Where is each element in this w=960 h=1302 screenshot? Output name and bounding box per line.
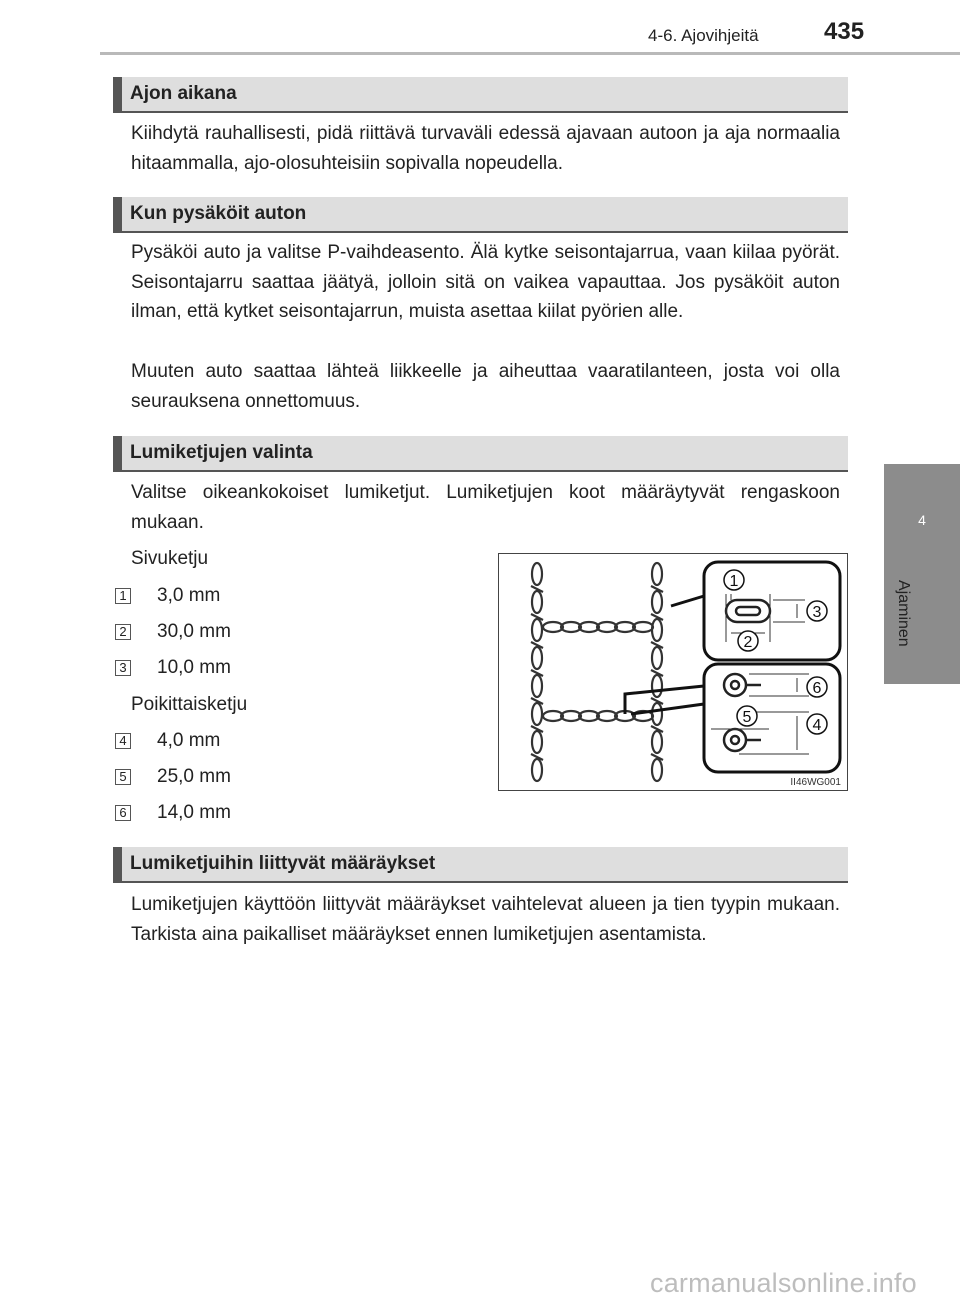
figure-code: II46WG001 (790, 777, 841, 788)
header-section-title: 4-6. Ajovihjeitä (648, 26, 759, 45)
section-heading-valinta (113, 436, 848, 472)
section-title: Kun pysäköit auton (130, 203, 307, 224)
side-chain-value: 30,0 mm (157, 621, 231, 642)
callout-6: 6 (812, 680, 822, 697)
chapter-tab (884, 464, 960, 684)
chapter-title: Ajaminen (895, 580, 912, 647)
paragraph-pysakoit-1: Pysäköi auto ja valitse P-vaihdeasento. Älä kytke seisontajarrua, vaan kiilaa pyörät. Seisontajarru saattaa jäätyä, jolloin sitä on vaikea vapauttaa. Jos pysäköit auton ilman, että kytket seisontajarrun, muista asettaa kiilat pyörien alle. (131, 242, 840, 323)
section-title: Lumiketjujen valinta (130, 442, 313, 463)
leader-line-top (671, 596, 704, 606)
heading-bar (113, 847, 122, 881)
callout-number: 1 (115, 588, 131, 604)
snow-chain-illustration (498, 553, 848, 791)
watermark: carmanualsonline.info (650, 1268, 917, 1298)
callout-1: 1 (729, 573, 739, 590)
section-title: Ajon aikana (130, 83, 237, 104)
callout-5: 5 (742, 709, 752, 726)
chapter-number: 4 (918, 512, 926, 528)
section-heading-maaraykset (113, 847, 848, 883)
cross-chain-label: Poikittaisketju (131, 694, 248, 715)
paragraph-maaraykset: Lumiketjujen käyttöön liittyvät määräykset vaihtelevat alueen ja tien tyypin mukaan. Tarkista aina paikalliset määräykset ennen lumiketjujen asentamista. (131, 894, 840, 945)
callout-3: 3 (812, 604, 822, 621)
chain-diagram (499, 554, 849, 792)
cross-chain-value: 14,0 mm (157, 802, 231, 823)
heading-bar (113, 197, 122, 231)
callout-number: 3 (115, 660, 131, 676)
side-chain-value: 10,0 mm (157, 657, 231, 678)
cross-chain-value: 4,0 mm (157, 730, 221, 751)
cross-chain-top (543, 622, 653, 632)
side-chain-label: Sivuketju (131, 548, 209, 569)
paragraph-pysakoit-2: Muuten auto saattaa lähteä liikkeelle ja aiheuttaa vaaratilanteen, josta voi olla seurauksena onnettomuus. (131, 361, 840, 412)
callout-number: 4 (115, 733, 131, 749)
paragraph-ajon-aikana: Kiihdytä rauhallisesti, pidä riittävä turvaväli edessä ajavaan autoon ja aja normaalia hitaammalla, ajo-olosuhteisiin sopivalla nopeudella. (131, 123, 840, 174)
callout-number: 5 (115, 769, 131, 785)
heading-bar (113, 436, 122, 470)
section-title: Lumiketjuihin liittyvät määräykset (130, 853, 436, 874)
callout-2: 2 (743, 634, 753, 651)
vertical-chain-right (651, 563, 663, 781)
callout-number: 2 (115, 624, 131, 640)
page-number: 435 (824, 18, 865, 45)
side-chain-value: 3,0 mm (157, 585, 221, 606)
section-heading-pysakoit (113, 197, 848, 233)
callout-number: 6 (115, 805, 131, 821)
callout-4: 4 (812, 717, 822, 734)
section-heading-ajon-aikana (113, 77, 848, 113)
header-rule (100, 52, 960, 55)
paragraph-valinta: Valitse oikeankokoiset lumiketjut. Lumiketjujen koot määräytyvät rengaskoon mukaan. (131, 482, 840, 533)
cross-chain-value: 25,0 mm (157, 766, 231, 787)
heading-bar (113, 77, 122, 111)
vertical-chain-left (531, 563, 543, 781)
